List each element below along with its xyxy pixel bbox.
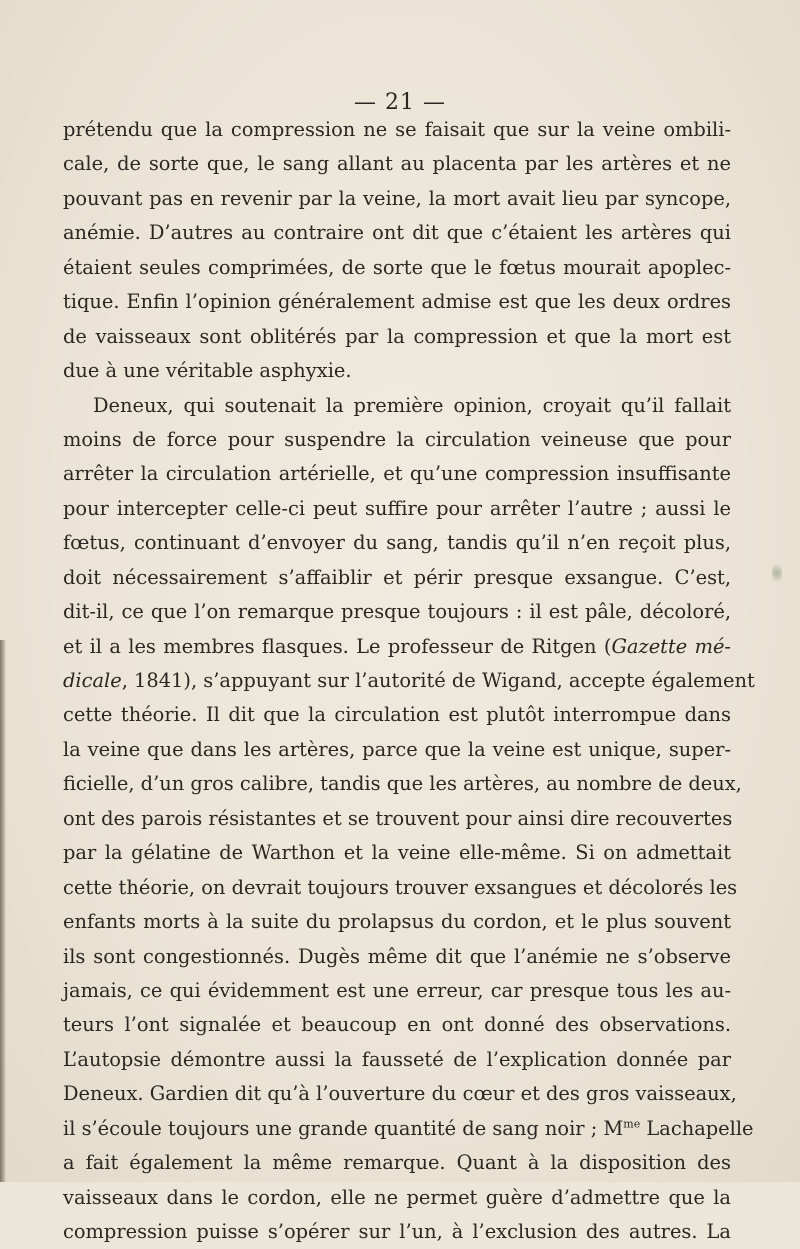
line-text: étaient seules comprimées, de sorte que le fœtus mourait apoplec- bbox=[63, 255, 731, 279]
text-line bbox=[63, 733, 731, 767]
line-text: , 1841), s’appuyant sur l’autorité de Wigand, accepte également bbox=[121, 669, 755, 692]
line-text: cale, de sorte que, le sang allant au placenta par les artères et ne bbox=[63, 152, 731, 176]
line-text: prétendu que la compression ne se faisait que sur la veine ombili- bbox=[63, 118, 731, 141]
text-line bbox=[63, 940, 731, 974]
text-line bbox=[63, 905, 731, 939]
line-text: pouvant pas en revenir par la veine, la mort avait lieu par syncope, bbox=[63, 186, 731, 210]
text-line bbox=[63, 767, 742, 801]
line-text: vaisseaux dans le cordon, elle ne permet guère d’admettre que la bbox=[63, 1185, 731, 1209]
italic-citation: dicale bbox=[63, 669, 122, 692]
text-line bbox=[63, 492, 731, 526]
text-line bbox=[63, 147, 731, 181]
text-line bbox=[63, 457, 731, 491]
line-text: doit nécessairement s’affaiblir et périr presque exsangue. C’est, bbox=[63, 565, 731, 589]
line-text: compression puisse s’opérer sur l’un, à l’exclusion des autres. La bbox=[63, 1220, 731, 1243]
text-line bbox=[63, 561, 731, 595]
line-text: due à une véritable asphyxie. bbox=[63, 359, 352, 383]
text-line bbox=[63, 113, 731, 147]
line-text: anémie. D’autres au contraire ont dit que c’étaient les artères qui bbox=[63, 221, 731, 245]
line-text: Lachapelle bbox=[640, 1116, 754, 1140]
text-line bbox=[63, 389, 731, 423]
page-binding-shadow bbox=[0, 640, 6, 1182]
text-line bbox=[63, 664, 755, 698]
line-text: tique. Enfin l’opinion généralement admise est que les deux ordres bbox=[63, 290, 731, 314]
line-text: cette théorie, on devrait toujours trouver exsangues et décolorés les bbox=[63, 875, 738, 899]
text-line bbox=[63, 320, 731, 354]
line-text: il s’écoule toujours une grande quantité de sang noir ; M bbox=[63, 1116, 624, 1140]
text-line bbox=[63, 526, 731, 560]
line-text: enfants morts à la suite du prolapsus du cordon, et le plus souvent bbox=[63, 910, 731, 934]
line-text: fœtus, continuant d’envoyer du sang, tandis qu’il n’en reçoit plus, bbox=[63, 531, 731, 555]
line-text: cette théorie. Il dit que la circulation est plutôt interrompue dans bbox=[63, 703, 731, 727]
text-line bbox=[63, 871, 738, 905]
line-text: arrêter la circulation artérielle, et qu’une compression insuffisante bbox=[63, 462, 731, 486]
line-text: de vaisseaux sont oblitérés par la compression et que la mort est bbox=[63, 324, 731, 348]
text-line bbox=[63, 1146, 731, 1180]
line-text: dit-il, ce que l’on remarque presque toujours : il est pâle, décoloré, bbox=[63, 600, 731, 624]
line-text: ont des parois résistantes et se trouvent pour ainsi dire recouvertes bbox=[63, 806, 733, 830]
line-text: ils sont congestionnés. Dugès même dit que l’anémie ne s’observe bbox=[63, 944, 731, 968]
line-text: moins de force pour suspendre la circulation veineuse que pour bbox=[63, 427, 731, 451]
superscript: me bbox=[623, 1117, 641, 1131]
line-text: par la gélatine de Warthon et la veine elle-même. Si on admettait bbox=[63, 841, 731, 865]
text-line bbox=[63, 182, 731, 216]
text-line bbox=[63, 630, 731, 664]
paper-stain bbox=[772, 560, 782, 586]
line-text: et il a les membres flasques. Le professeur de Ritgen ( bbox=[63, 634, 612, 658]
text-line bbox=[63, 974, 731, 1008]
page-number: — 21 — bbox=[354, 90, 446, 115]
body-text bbox=[63, 113, 755, 1249]
text-line bbox=[63, 595, 731, 629]
text-line bbox=[63, 1008, 731, 1042]
text-line bbox=[63, 1077, 737, 1111]
line-text: ficielle, d’un gros calibre, tandis que les artères, au nombre de deux, bbox=[63, 772, 742, 796]
text-line bbox=[63, 251, 731, 285]
line-text: teurs l’ont signalée et beaucoup en ont donné des observations. bbox=[63, 1013, 731, 1037]
text-line bbox=[63, 698, 731, 732]
text-line bbox=[63, 285, 731, 319]
text-line bbox=[63, 1215, 731, 1249]
line-text: Deneux. Gardien dit qu’à l’ouverture du cœur et des gros vaisseaux, bbox=[63, 1082, 737, 1106]
text-line bbox=[63, 1181, 731, 1215]
line-text: pour intercepter celle-ci peut suffire pour arrêter l’autre ; aussi le bbox=[63, 496, 731, 520]
line-text: Deneux, qui soutenait la première opinion, croyait qu’il fallait bbox=[93, 393, 731, 417]
text-line bbox=[63, 354, 731, 388]
text-line bbox=[63, 216, 731, 250]
italic-citation: Gazette mé- bbox=[611, 634, 731, 658]
line-text: la veine que dans les artères, parce que la veine est unique, super- bbox=[63, 737, 731, 761]
line-text: L’autopsie démontre aussi la fausseté de l’explication donnée par bbox=[63, 1047, 731, 1071]
line-text: a fait également la même remarque. Quant à la disposition des bbox=[63, 1151, 731, 1175]
text-line bbox=[63, 836, 731, 870]
text-line bbox=[63, 802, 731, 836]
text-line bbox=[63, 1043, 731, 1077]
text-line bbox=[63, 423, 731, 457]
text-line bbox=[63, 1112, 754, 1146]
line-text: jamais, ce qui évidemment est une erreur, car presque tous les au- bbox=[63, 978, 731, 1002]
